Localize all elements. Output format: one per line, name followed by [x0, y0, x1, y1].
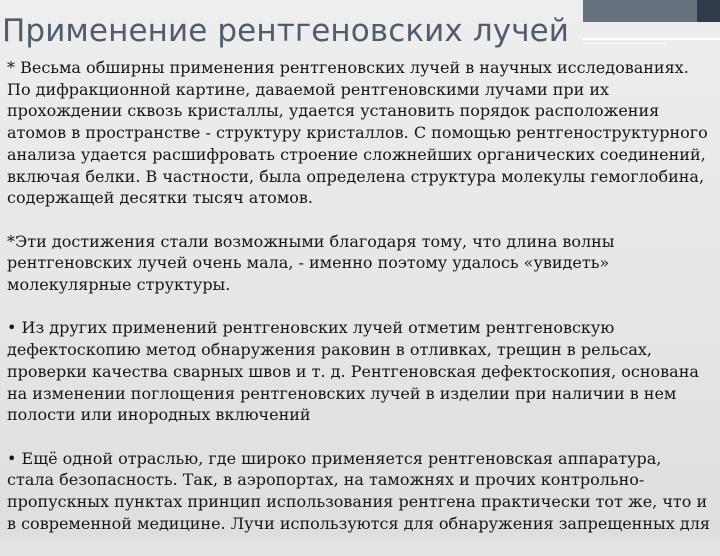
header-accent-bar [583, 0, 697, 22]
paragraph-wavelength: *Эти достижения стали возможными благодаря тому, что длина волны рентгеновских лучей очень мала, - именно поэтому удалось «увидеть» молекулярные структуры. [7, 231, 615, 295]
slide-title: Применение рентгеновских лучей [2, 13, 570, 49]
header-corner-block [697, 0, 720, 22]
paragraph-security: • Ещё одной отраслью, где широко применяется рентгеновская аппаратура, стала безопасность. Так, в аэропортах, на таможнях и прочих контрольно-пропускных пунктах принцип использования рентгена практически тот же, что и в современной медицине. Лучи используются для обнаружения запрещенных для [7, 448, 710, 533]
title-rule [583, 38, 720, 40]
paragraph-defectoscopy: • Из других применений рентгеновских лучей отметим рентгеновскую дефектоскопию метод обнаружения раковин в отливках, трещин в рельсах, проверки качества сварных швов и т. д. Рентгеновская дефектоскопия, основана на изменении поглощения рентгеновских лучей в изделии при наличии в нем полости или инородных включений [7, 318, 699, 425]
title-rule-short [583, 43, 667, 44]
slide-body [7, 57, 712, 556]
paragraph-xray-research: * Весьма обширны применения рентгеновских лучей в научных исследованиях. По дифракционной картине, даваемой рентгеновскими лучами при их прохождении сквозь кристаллы, удается установить порядок расположения атомов в пространстве - структуру кристаллов. С помощью рентгеноструктурного анализа удается расшифровать строение сложнейших органических соединений, включая белки. В частности, была определена структура молекулы гемоглобина, содержащей десятки тысяч атомов. [7, 58, 708, 208]
